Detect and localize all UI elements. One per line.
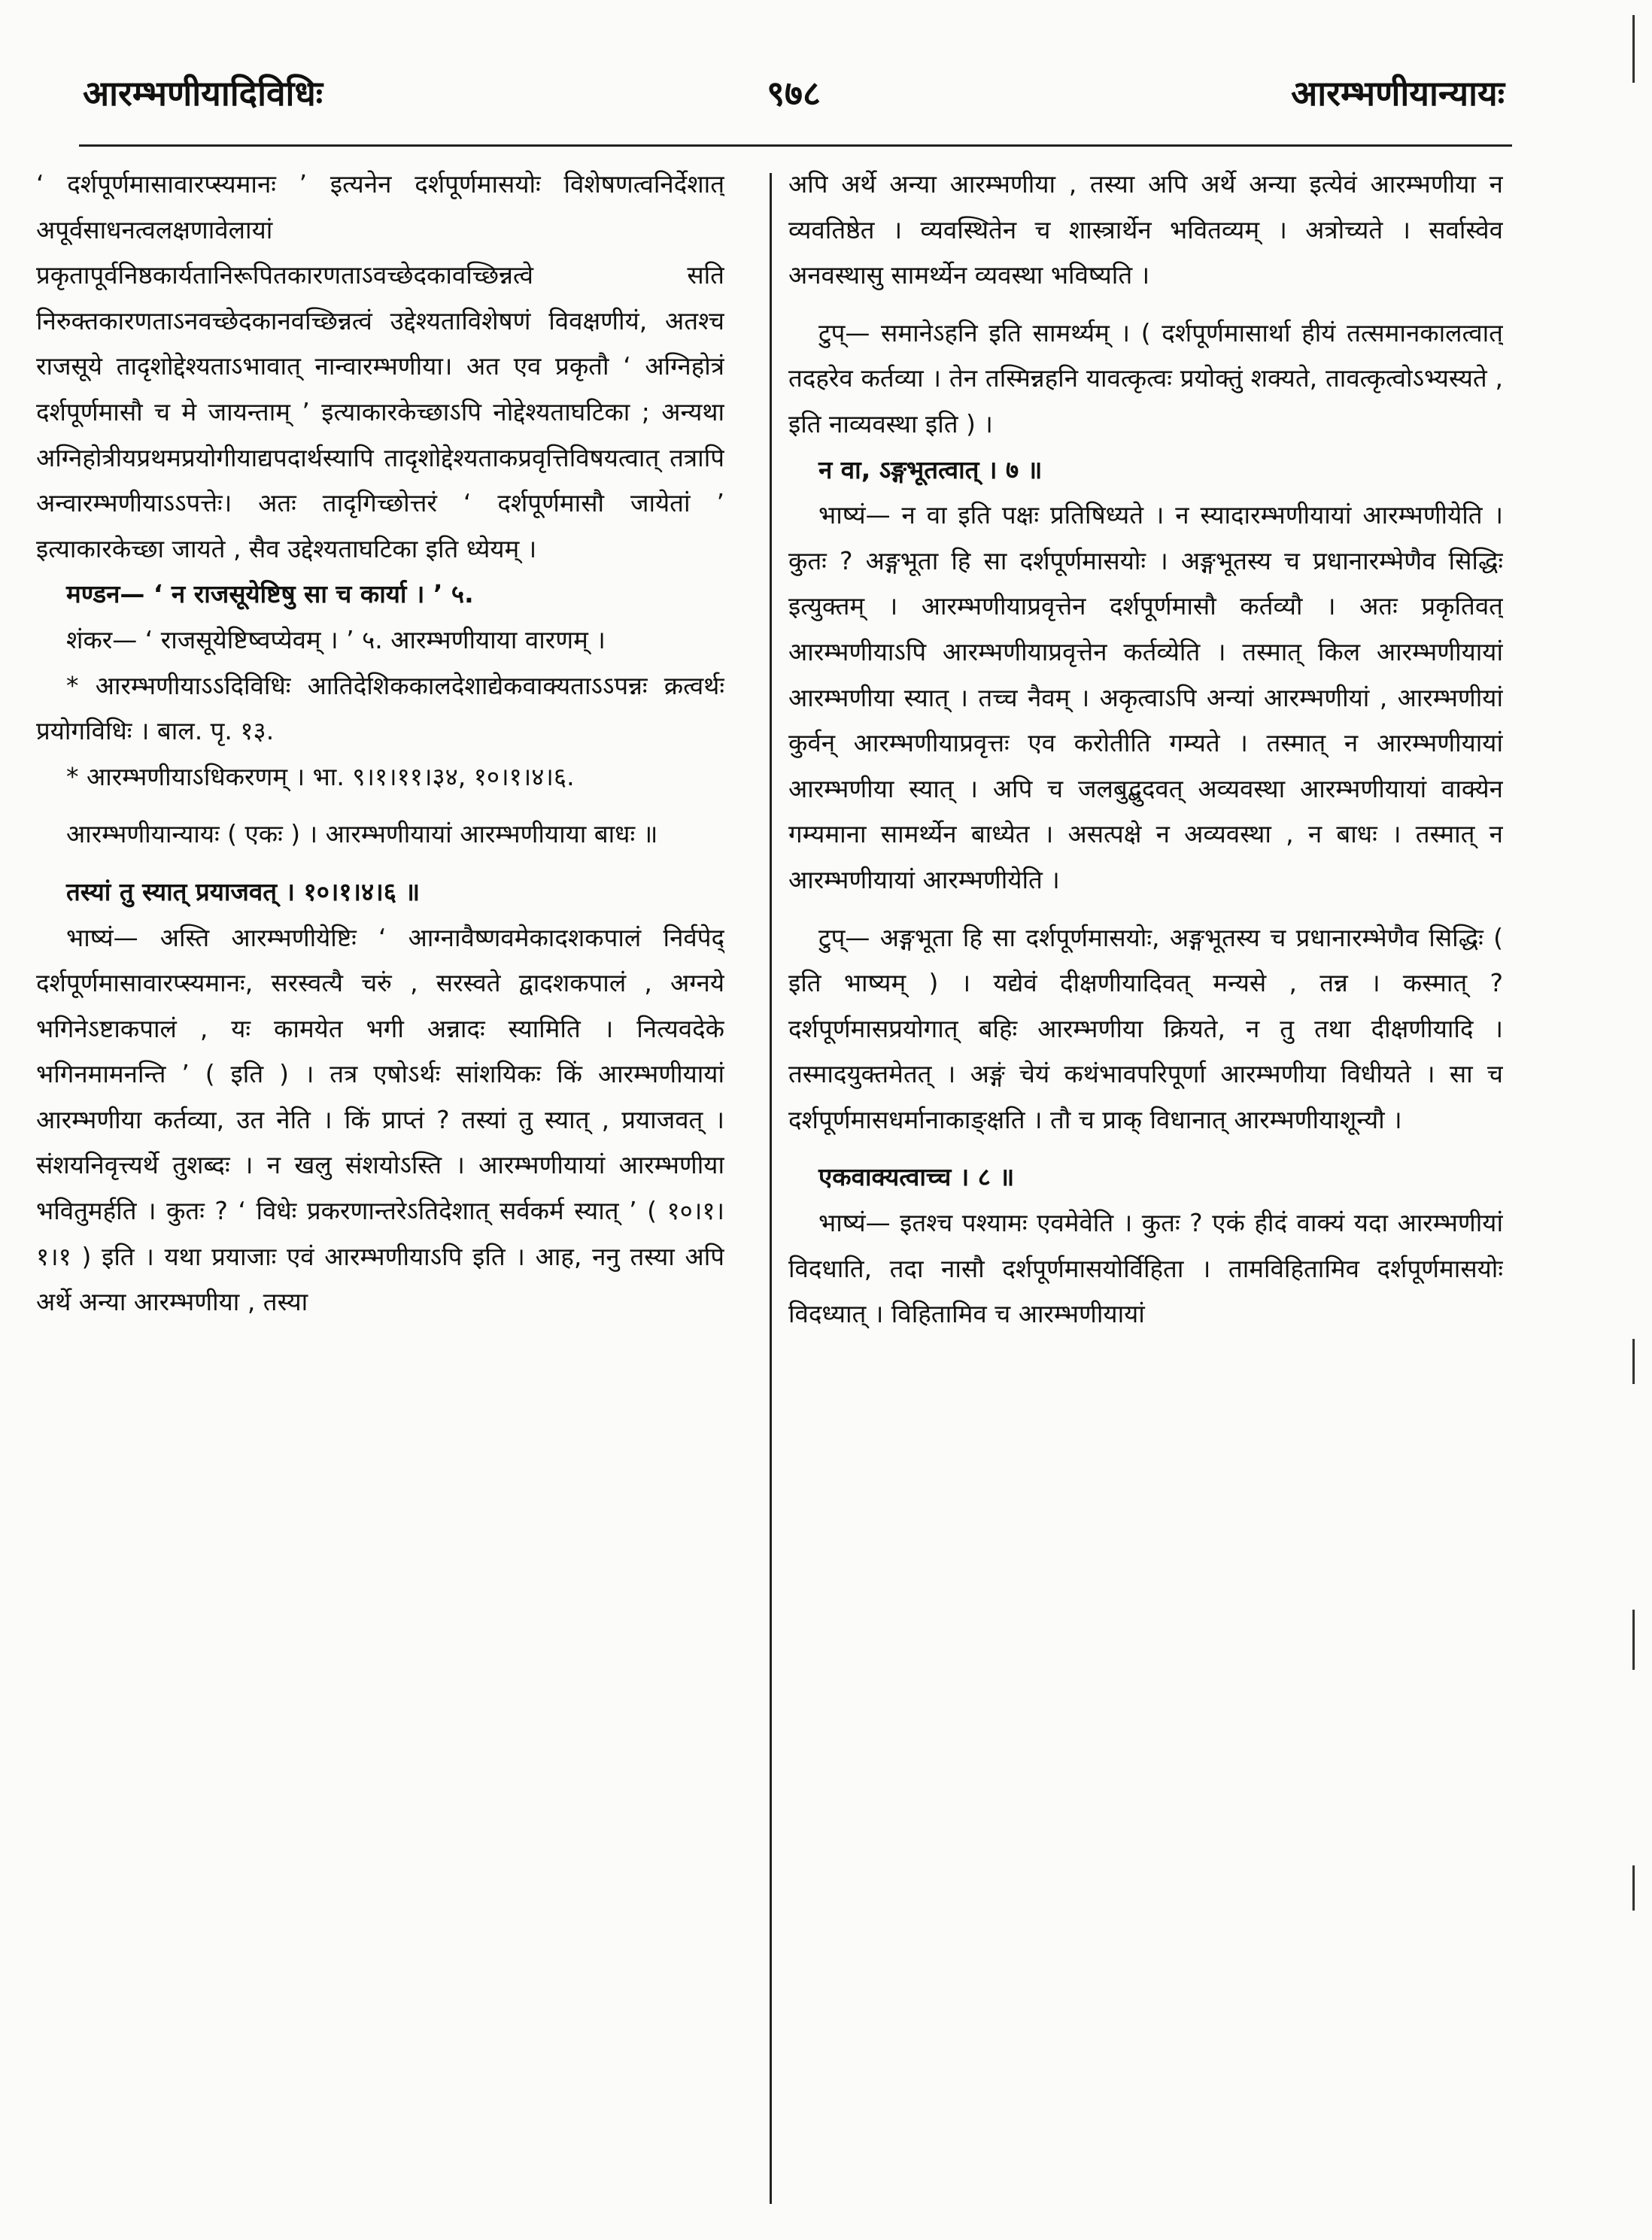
- bhashya-paragraph: भाष्यं— इतश्च पश्यामः एवमेवेति । कुतः ? एकं हीदं वाक्यं यदा आरम्भणीयां विदधाति, तदा नासौ दर्शपूर्णमासयोर्विहिता । तामविहितामिव दर्शपूर्णमासयोः विदध्यात् । विहितामिव च आरम्भणीयायां: [788, 1208, 1503, 1329]
- scan-edge-marks: [1622, 0, 1652, 2240]
- sutra-heading: एकवाक्यत्वाच्च । ८ ॥: [818, 1162, 1015, 1192]
- entry-arambhaniyadi-vidhi: * आरम्भणीयाऽऽदिविधिः आतिदेशिककालदेशाद्येकवाक्यताऽऽपन्नः क्रत्वर्थः प्रयोगविधिः । बाल. पृ. १३.: [36, 670, 724, 746]
- shankara-verse: शंकर— ‘ राजसूयेष्टिष्वप्येवम् । ’ ५. आरम्भणीयाया वारणम् ।: [66, 624, 606, 654]
- entry-arambhaniya-nyaya: आरम्भणीयान्यायः ( एकः ) । आरम्भणीयायां आरम्भणीयाया बाधः ॥: [66, 819, 658, 849]
- paragraph: अपि अर्थे अन्या आरम्भणीया , तस्या अपि अर्थे अन्या इत्येवं आरम्भणीया न व्यवतिष्ठेत । व्यवस्थितेन च शास्त्रार्थेन भवितव्यम् । अत्रोच्यते । सर्वास्वेव अनवस्थासु सामर्थ्येन व्यवस्था भविष्यति ।: [788, 169, 1503, 290]
- right-column: [788, 162, 1503, 2223]
- edge-mark: [1632, 1610, 1635, 1670]
- sutra-heading: न वा, ऽङ्गभूतत्वात् । ७ ॥: [818, 454, 1043, 484]
- sutra-heading: तस्यां तु स्यात् प्रयाजवत् । १०।१।४।६ ॥: [66, 876, 421, 906]
- header-rule: [79, 144, 1512, 147]
- entry-arambhaniya-adhikarana: * आरम्भणीयाऽधिकरणम् । भा. ९।१।११।३४, १०।१।४।६.: [66, 761, 575, 791]
- page-header: [83, 69, 1505, 137]
- running-head-right: आरम्भणीयान्यायः: [1291, 73, 1505, 114]
- tup-paragraph: टुप्— समानेऽहनि इति सामर्थ्यम् । ( दर्शपूर्णमासार्था हीयं तत्समानकालत्वात् तदहरेव कर्तव्या । तेन तस्मिन्नहनि यावत्कृत्वः प्रयोक्तुं शक्यते, तावत्कृत्वोऽभ्यस्यते , इति नाव्यवस्था इति ) ।: [788, 317, 1503, 439]
- bhashya-paragraph: भाष्यं— अस्ति आरम्भणीयेष्टिः ‘ आग्नावैष्णवमेकादशकपालं निर्वपेद् दर्शपूर्णमासावारप्स्यमानः, सरस्वत्यै चरुं , सरस्वते द्वादशकपालं , अग्नये भगिनेऽष्टाकपालं , यः कामयेत भगी अन्नादः स्यामिति । नित्यवदेके भगिनमामनन्ति ’ ( इति ) । तत्र एषोऽर्थः सांशयिकः किं आरम्भणीयायां आरम्भणीया कर्तव्या, उत नेति । किं प्राप्तं ? तस्यां तु स्यात् , प्रयाजवत् । संशयनिवृत्त्यर्थे तुशब्दः । न खलु संशयोऽस्ति । आरम्भणीयायां आरम्भणीया भवितुमर्हति । कुतः ? ‘ विधेः प्रकरणान्तरेऽतिदेशात् सर्वकर्म स्यात् ’ ( १०।१। १।१ ) इति । यथा प्रयाजाः एवं आरम्भणीयाऽपि इति । आह, ननु तस्या अपि अर्थे अन्या आरम्भणीया , तस्या: [36, 922, 724, 1317]
- running-head-left: आरम्भणीयादिविधिः: [83, 73, 323, 114]
- paragraph: ‘ दर्शपूर्णमासावारप्स्यमानः ’ इत्यनेन दर्शपूर्णमासयोः विशेषणत्वनिर्देशात् अपूर्वसाधनत्वलक्षणावेलायां प्रकृतापूर्वनिष्ठकार्यतानिरूपितकारणताऽवच्छेदकावच्छिन्नत्वे सति निरुक्तकारणताऽनवच्छेदकानवच्छिन्नत्वं उद्देश्यताविशेषणं विवक्षणीयं, अतश्च राजसूये तादृशोद्देश्यताऽभावात् नान्वारम्भणीया। अत एव प्रकृतौ ‘ अग्निहोत्रं दर्शपूर्णमासौ च मे जायन्ताम् ’ इत्याकारकेच्छाऽपि नोद्देश्यताघटिका ; अन्यथा अग्निहोत्रीयप्रथमप्रयोगीयाद्यपदार्थस्यापि तादृशोद्देश्यताकप्रवृत्तिविषयत्वात् तत्रापि अन्वारम्भणीयाऽऽपत्तेः। अतः तादृगिच्छोत्तरं ‘ दर्शपूर्णमासौ जायेतां ’ इत्याकारकेच्छा जायते , सैव उद्देश्यताघटिका इति ध्येयम् ।: [36, 169, 724, 563]
- edge-mark: [1632, 1865, 1635, 1911]
- tup-paragraph: टुप्— अङ्गभूता हि सा दर्शपूर्णमासयोः, अङ्गभूतस्य च प्रधानारम्भेणैव सिद्धिः ( इति भाष्यम् ) । यद्येवं दीक्षणीयादिवत् मन्यसे , तन्न । कस्मात् ? दर्शपूर्णमासप्रयोगात् बहिः आरम्भणीया क्रियते, न तु तथा दीक्षणीयादि । तस्मादयुक्तमेतत् । अङ्गं चेयं कथंभावपरिपूर्णा आरम्भणीया विधीयते । सा च दर्शपूर्णमासधर्मानाकाङ्क्षति । तौ च प्राक् विधानात् आरम्भणीयाशून्यौ ।: [788, 922, 1503, 1134]
- edge-mark: [1632, 1339, 1635, 1384]
- left-column: [36, 162, 724, 2223]
- mandana-verse: मण्डन— ‘ न राजसूयेष्टिषु सा च कार्या । ’ ५.: [66, 579, 474, 609]
- page-number: ९७८: [767, 73, 821, 114]
- column-divider: [770, 173, 772, 2204]
- edge-mark: [1632, 15, 1635, 83]
- bhashya-paragraph: भाष्यं— न वा इति पक्षः प्रतिषिध्यते । न स्यादारम्भणीयायां आरम्भणीयेति । कुतः ? अङ्गभूता हि सा दर्शपूर्णमासयोः । अङ्गभूतस्य च प्रधानारम्भेणैव सिद्धिः इत्युक्तम् । आरम्भणीयाप्रवृत्तेन दर्शपूर्णमासौ कर्तव्यौ । अतः प्रकृतिवत् आरम्भणीयाऽपि आरम्भणीयाप्रवृत्तेन कर्तव्येति । तस्मात् किल आरम्भणीयायां आरम्भणीया स्यात् । तच्च नैवम् । अकृत्वाऽपि अन्यां आरम्भणीयां , आरम्भणीयां कुर्वन् आरम्भणीयाप्रवृत्तः एव करोतीति गम्यते । तस्मात् न आरम्भणीयायां आरम्भणीया स्यात् । अपि च जलबुद्बुदवत् अव्यवस्था आरम्भणीयायां वाक्येन गम्यमाना सामर्थ्येन बाध्येत । असत्पक्षे न अव्यवस्था , न बाधः । तस्मात् न आरम्भणीयायां आरम्भणीयेति ।: [788, 500, 1503, 894]
